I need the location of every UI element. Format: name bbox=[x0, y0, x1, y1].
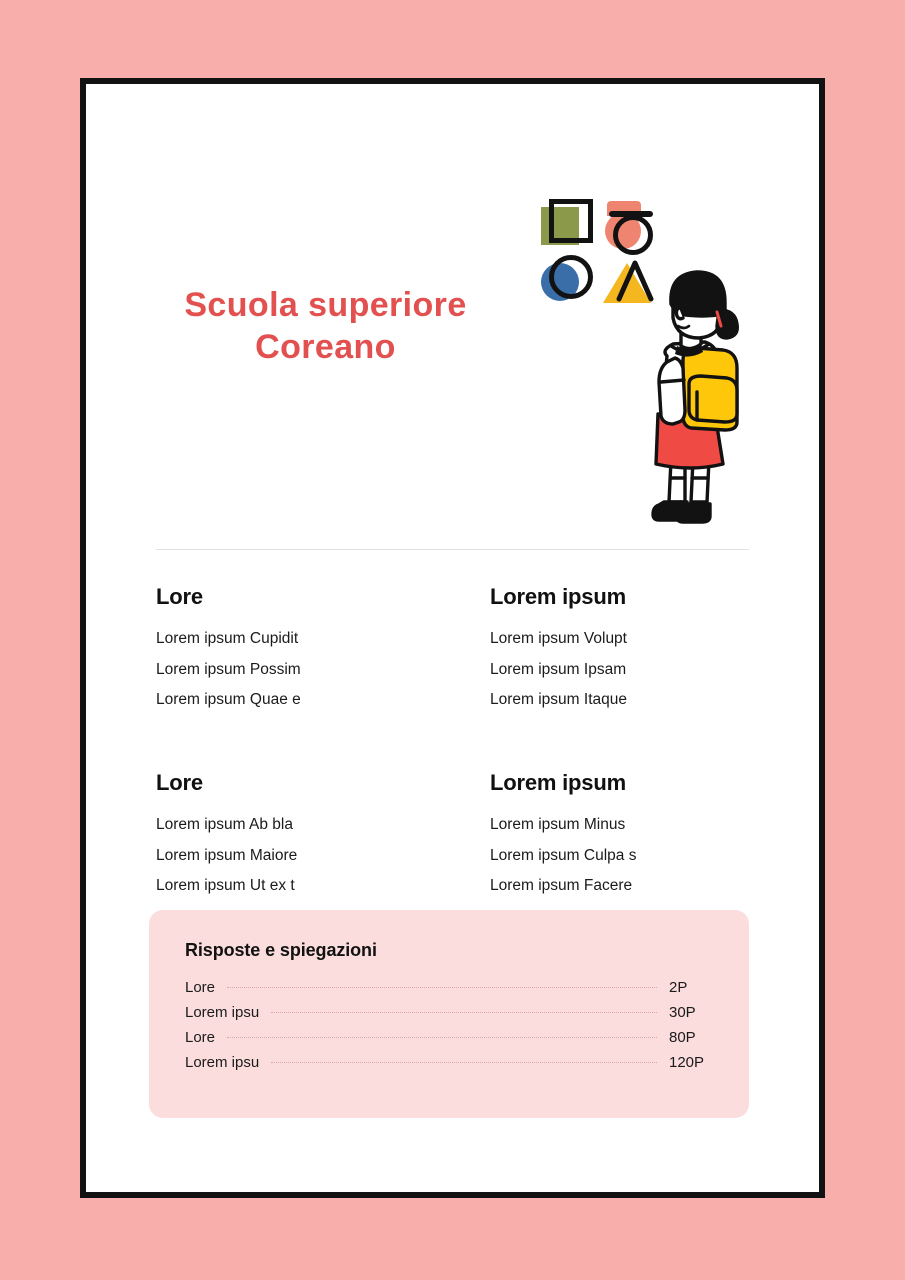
topics-grid bbox=[156, 584, 756, 902]
topic-item: Lorem ipsum Culpa s bbox=[490, 846, 637, 864]
topic-heading: Lorem ipsum bbox=[490, 584, 626, 609]
topic-item: Lorem ipsum Quae e bbox=[156, 691, 301, 709]
answer-points: 30P bbox=[669, 1004, 696, 1021]
answer-points: 2P bbox=[669, 979, 688, 996]
answer-points: 80P bbox=[669, 1029, 696, 1046]
answer-points: 120P bbox=[669, 1054, 705, 1071]
topic-block bbox=[156, 584, 490, 716]
hat-circle-shape-outline bbox=[613, 215, 653, 255]
answers-panel bbox=[149, 910, 749, 1118]
answer-leader-line bbox=[271, 1062, 657, 1063]
hero-section bbox=[86, 84, 819, 546]
topic-item: Lorem ipsum Facere bbox=[490, 877, 633, 895]
poster-inner bbox=[86, 84, 819, 1192]
answer-row bbox=[185, 979, 713, 996]
square-shape bbox=[541, 199, 593, 251]
square-shape-outline bbox=[549, 199, 593, 243]
answer-row bbox=[185, 1054, 713, 1071]
topic-block bbox=[490, 770, 756, 902]
topic-block bbox=[156, 770, 490, 902]
topic-item: Lorem ipsum Ipsam bbox=[490, 660, 627, 678]
topic-block bbox=[490, 584, 756, 716]
student-with-backpack-illustration bbox=[631, 264, 751, 534]
topic-item: Lorem ipsum Ab bla bbox=[156, 816, 293, 834]
topic-item: Lorem ipsum Cupidit bbox=[156, 630, 299, 647]
answer-label: Lorem ipsu bbox=[185, 1004, 260, 1021]
hat-circle-shape-bar bbox=[609, 211, 653, 217]
topic-item: Lorem ipsum Ut ex t bbox=[156, 877, 295, 895]
poster-frame bbox=[80, 78, 825, 1198]
topic-heading: Lore bbox=[156, 584, 203, 609]
answer-label: Lore bbox=[185, 979, 216, 996]
answer-leader-line bbox=[227, 1037, 657, 1038]
circle-shape-outline bbox=[549, 255, 593, 299]
topic-heading: Lorem ipsum bbox=[490, 770, 626, 796]
answers-panel-title: Risposte e spiegazioni bbox=[185, 940, 377, 960]
circle-shape bbox=[541, 255, 593, 307]
topic-item: Lorem ipsum Maiore bbox=[156, 846, 298, 864]
hat-circle-shape bbox=[603, 199, 655, 251]
answer-label: Lore bbox=[185, 1029, 216, 1046]
answer-row bbox=[185, 1029, 713, 1046]
topic-item: Lorem ipsum Minus bbox=[490, 816, 626, 834]
section-divider bbox=[156, 549, 749, 550]
topic-item: Lorem ipsum Possim bbox=[156, 660, 301, 678]
answer-leader-line bbox=[227, 987, 657, 988]
topic-heading: Lore bbox=[156, 770, 203, 796]
page-title: Scuola superiore Coreano bbox=[184, 286, 467, 367]
answer-row bbox=[185, 1004, 713, 1021]
answer-leader-line bbox=[271, 1012, 657, 1013]
topic-item: Lorem ipsum Itaque bbox=[490, 691, 627, 709]
topic-item: Lorem ipsum Volupt bbox=[490, 630, 627, 647]
answer-label: Lorem ipsu bbox=[185, 1054, 260, 1071]
